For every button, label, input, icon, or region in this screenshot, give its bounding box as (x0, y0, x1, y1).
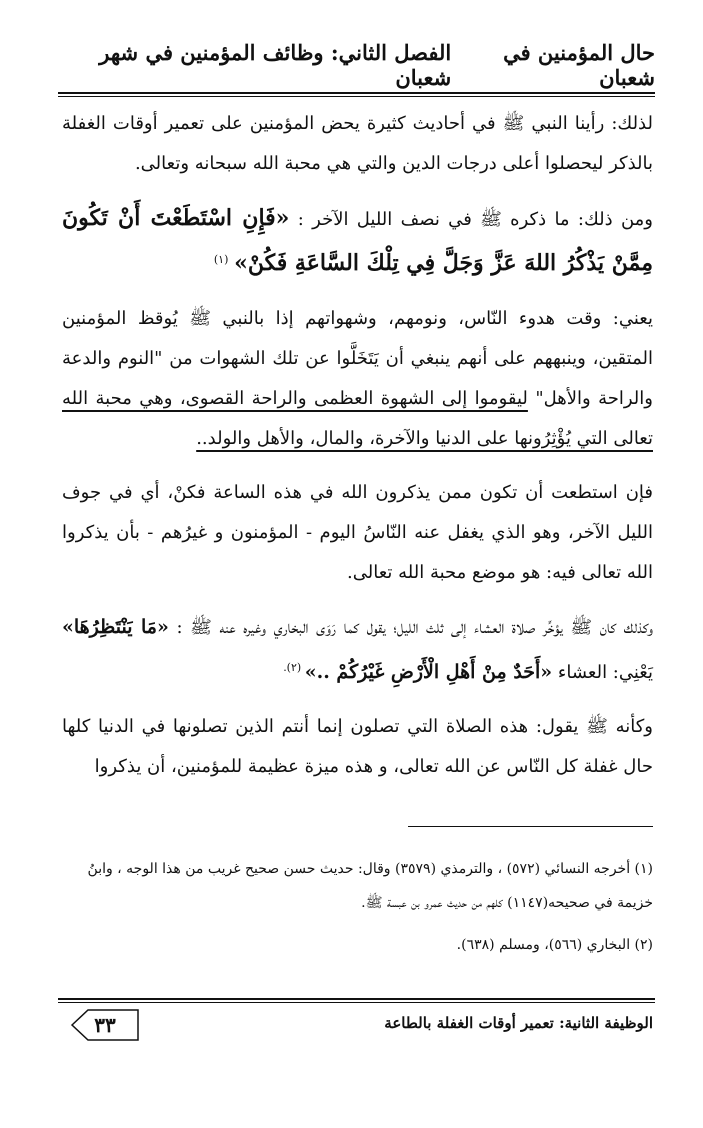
chapter-title: الفصل الثاني: وظائف المؤمنين في شهر شعبان (99, 40, 452, 90)
hadith-quote: «مَا يَنْتَظِرُهَا» (62, 616, 169, 638)
paragraph (62, 299, 653, 459)
paragraph-intro: وكذلك كان ﷺ يؤخِّر صلاة العشاء إلى ثلث الليل؛ يقول كما رَوَى البخاري وغيره عنه ﷺ : (168, 617, 654, 638)
footer-rule-thin (58, 1002, 655, 1003)
paragraph: وكأنه ﷺ يقول: هذه الصلاة التي تصلون إنما أنتم الذين تصلونها في الدنيا كلها حال غفلة كل النّاس عن الله تعالى، و هذه ميزة عظيمة للمؤمنين، أن يذكروا (62, 716, 653, 777)
header-rule (58, 92, 655, 94)
footer-title: الوظيفة الثانية: تعمير أوقات الغفلة بالطاعة (384, 1014, 653, 1032)
hadith-quote: «أَحَدٌ مِنْ أَهْلِ الْأَرْضِ غَيْرُكُمْ ..» (304, 661, 553, 683)
hadith-quote: «فَإِنِ اسْتَطَعْتَ أَنْ تَكُونَ مِمَّنْ يَذْكُرُ اللهَ عَزَّ وَجَلَّ فِي تِلْكَ السَّاعَةِ فَكُنْ» (62, 205, 653, 276)
running-header (58, 40, 655, 90)
book-title: حال المؤمنين في شعبان (503, 40, 655, 90)
underlined-text: ليقوموا إلى الشهوة العظمى والراحة القصوى، وهي محبة الله تعالى التي يُؤْثِرُونها على الدنيا والآخرة، والمال، والأهل والولد.. (62, 388, 653, 449)
paragraph-intro: ومن ذلك: ما ذكره ﷺ في نصف الليل الآخر : (297, 209, 653, 230)
page-number-box (70, 1008, 140, 1042)
paragraph-text: يَعْنِي: العشاء (552, 662, 653, 683)
page-number: ٣٣ (94, 1013, 116, 1037)
paragraph: فإن استطعت أن تكون ممن يذكرون الله في هذه الساعة فكنْ، أي في جوف الليل الآخر، وهو الذي يغفل عنه النّاسُ اليوم - المؤمنون و غيرُهم - بأن يذكروا الله تعالى فيه: هو موضع محبة الله تعالى. (62, 482, 653, 583)
footnote: (١) أخرجه النسائي (٥٧٢) ، والترمذي (٣٥٧٩) وقال: حديث حسن صحيح غريب من هذا الوجه ، وابنُ خزيمة في صحيحه(١١٤٧) كلهم من حديث عمرو بن عبسة ﷺ. (87, 861, 653, 911)
footer-rule (58, 998, 655, 1000)
footnote-separator (408, 826, 653, 827)
main-text (62, 104, 653, 801)
header-rule-thin (58, 96, 655, 97)
paragraph (62, 198, 653, 285)
footnote: (٢) البخاري (٥٦٦)، ومسلم (٦٣٨). (456, 937, 653, 953)
footnote-ref: (١) (213, 253, 229, 266)
footnotes (62, 852, 653, 970)
footnote-ref: (٢). (283, 661, 305, 674)
paragraph (62, 607, 653, 693)
paragraph: لذلك: رأينا النبي ﷺ في أحاديث كثيرة يحض المؤمنين على تعمير أوقات الغفلة بالذكر ليحصلوا أعلى درجات الدين والتي هي محبة الله سبحانه وتعالى. (62, 113, 653, 174)
paragraph-text: يعني: وقت هدوء النّاس، ونومهم، وشهواتهم إذا بالنبي ﷺ يُوقظ المؤمنين المتقين، وينبههم على أنهم ينبغي أن يَتَخَلَّوا عن تلك الشهوات من "النوم والدعة والراحة والأهل" (62, 308, 653, 409)
